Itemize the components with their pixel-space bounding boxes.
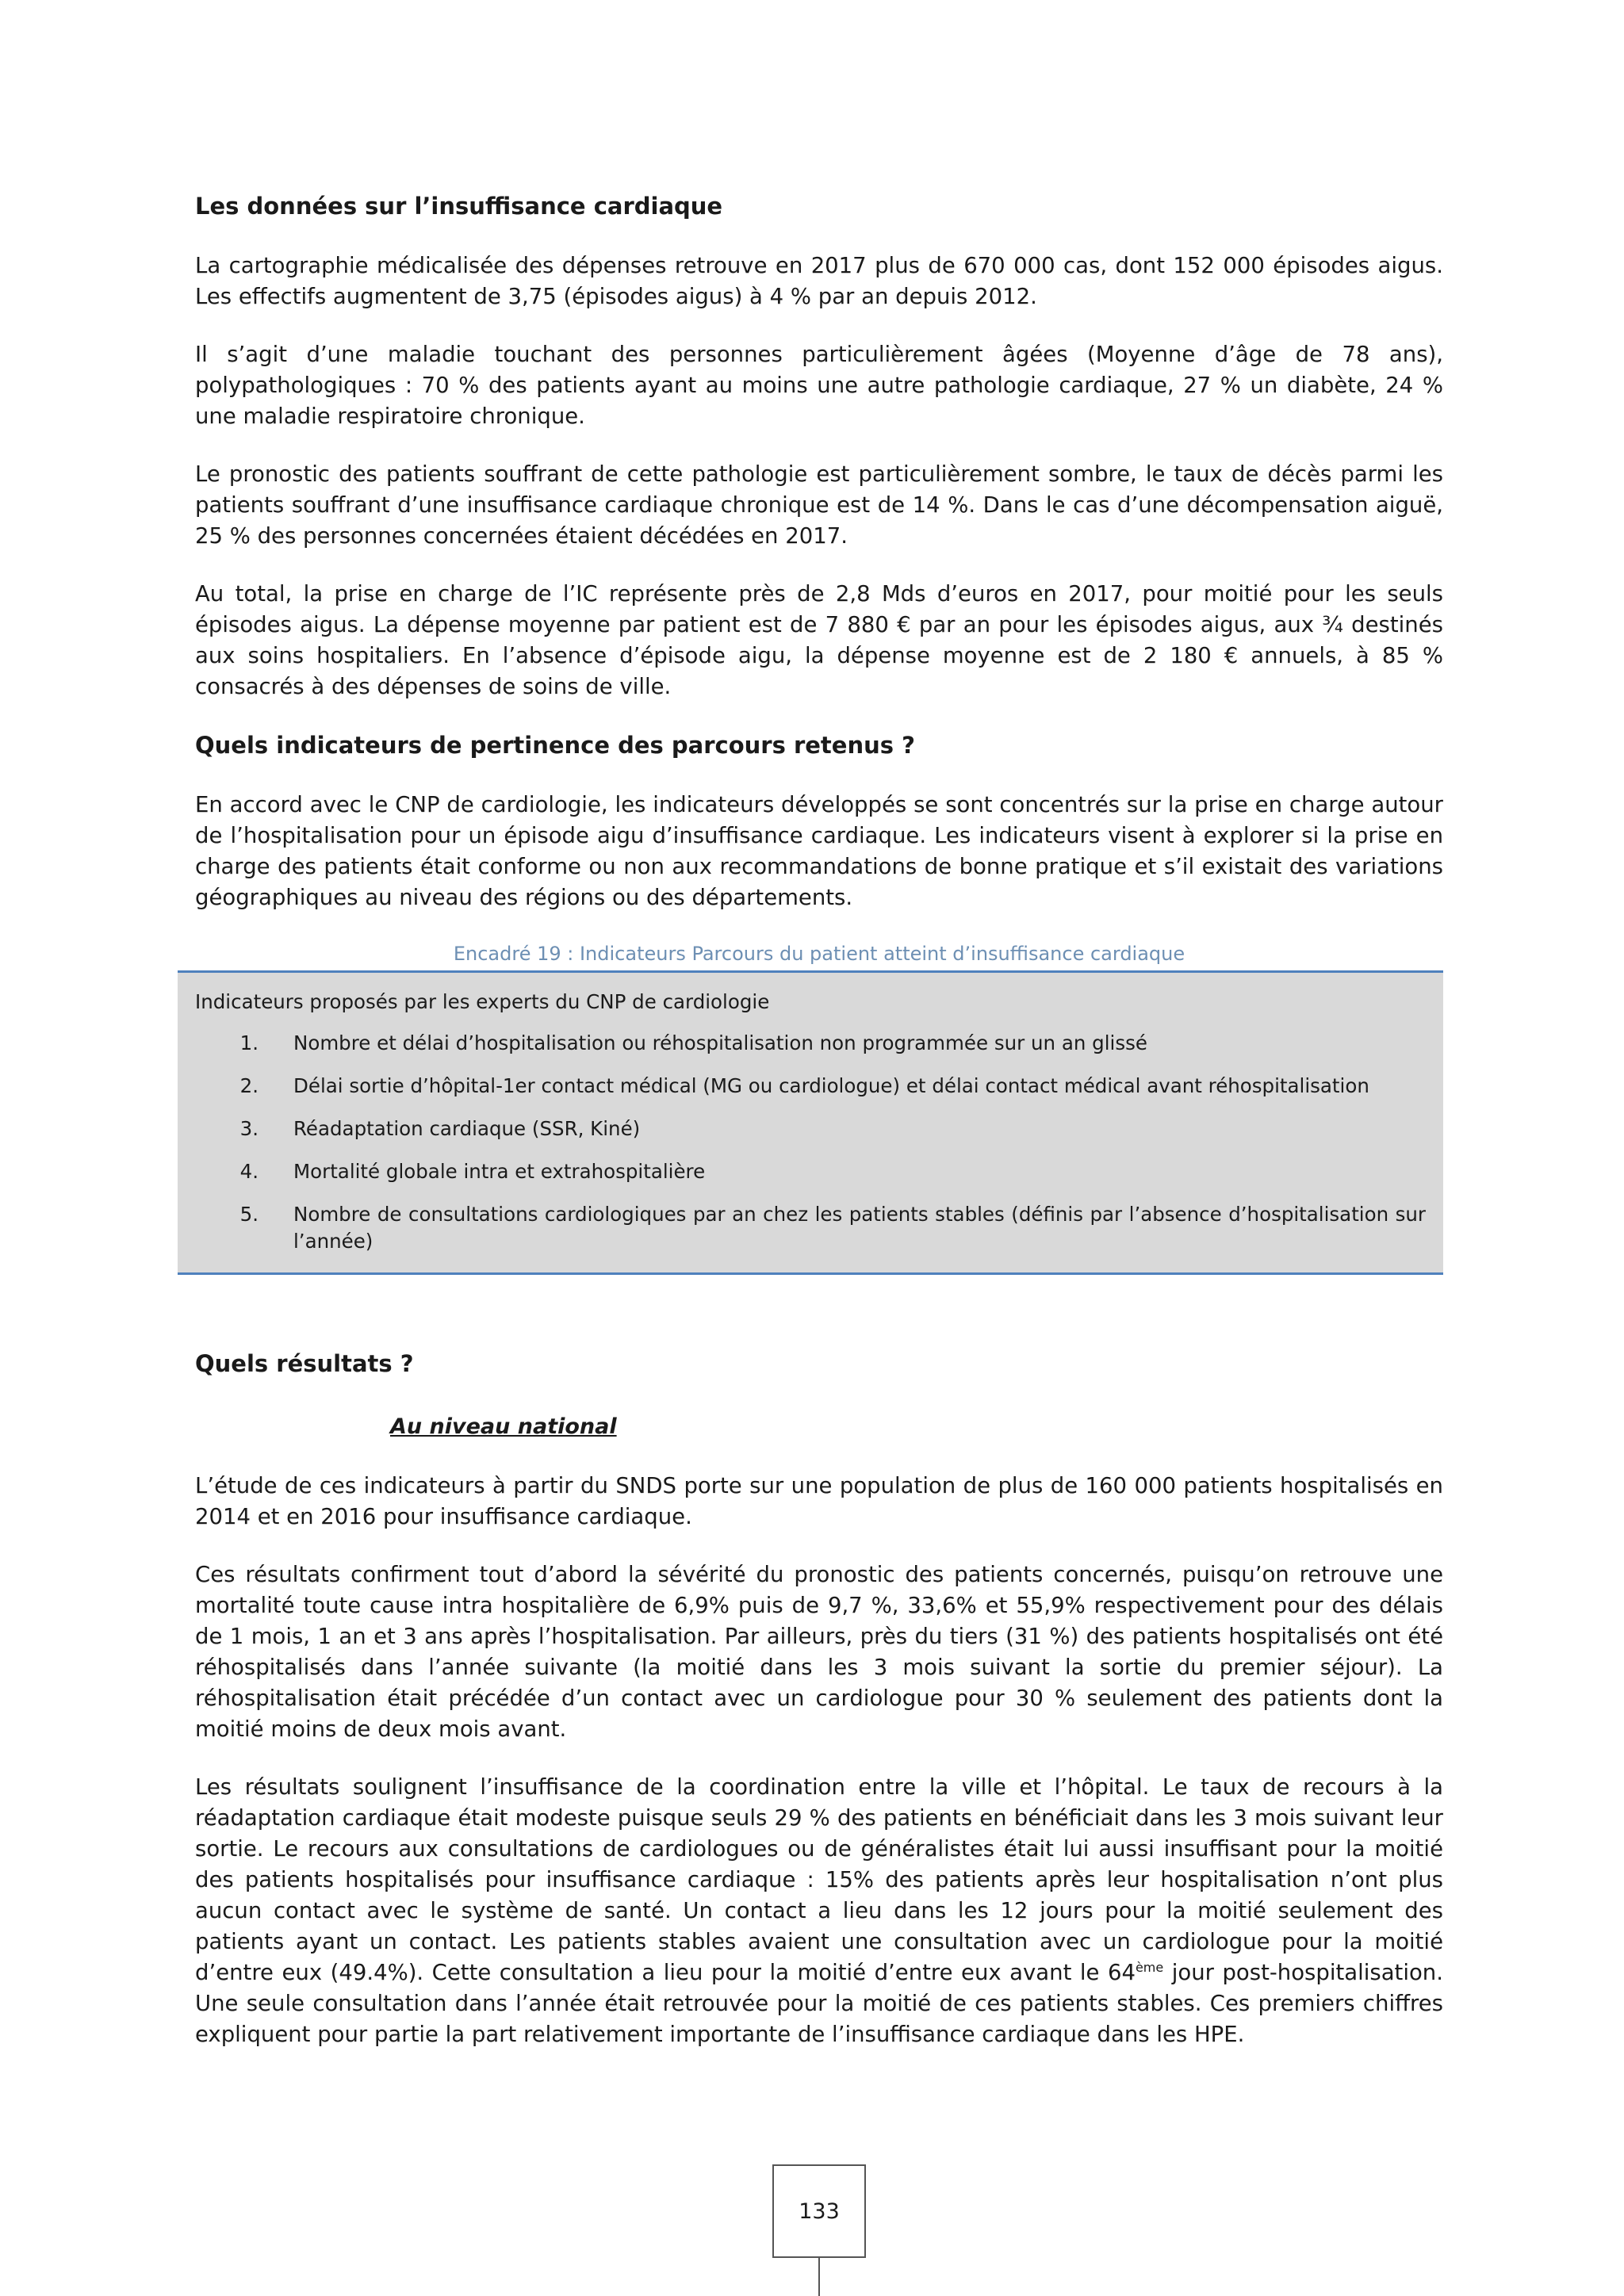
paragraph: En accord avec le CNP de cardiologie, les indicateurs développés se sont concentrés sur la prise en charge autour de l’hospitalisation pour un épisode aigu d’insuffisance cardiaque. Les indicateurs visent à explorer si la prise en charge des patients était conforme ou non aux recommandations de bonne pratique et s’il existait des variations géographiques au niveau des régions ou des départements.: [195, 792, 1443, 910]
page-number-line: [818, 2258, 820, 2296]
box-intro: Indicateurs proposés par les experts du CNP de cardiologie: [195, 990, 770, 1013]
list-item: [195, 1201, 1427, 1255]
indicator-list: [195, 1030, 1427, 1255]
page-number-box: [772, 2164, 866, 2258]
section-title-heart-failure-data: Les données sur l’insuffisance cardiaque: [195, 193, 723, 220]
subsection-title-national: Au niveau national: [390, 1414, 617, 1439]
paragraph: Ces résultats confirment tout d’abord la sévérité du pronostic des patients concernés, puisqu’on retrouve une mortalité toute cause intra hospitalière de 6,9% puis de 9,7 %, 33,6% et 55,9% respectivement pour des délais de 1 mois, 1 an et 3 ans après l’hospitalisation. Par ailleurs, près du tiers (31 %) des patients hospitalisés ont été réhospitalisés dans l’année suivante (la moitié dans les 3 mois suivant la sortie du premier séjour). La réhospitalisation était précédée d’un contact avec un cardiologue pour 30 % seulement des patients dont la moitié moins de deux mois avant.: [195, 1562, 1443, 1742]
item-text: Réadaptation cardiaque (SSR, Kiné): [293, 1117, 641, 1140]
item-text: Nombre et délai d’hospitalisation ou réhospitalisation non programmée sur un an glissé: [293, 1031, 1147, 1054]
paragraph: L’étude de ces indicateurs à partir du SNDS porte sur une population de plus de 160 000 patients hospitalisés en 2014 et en 2016 pour insuffisance cardiaque.: [195, 1473, 1443, 1529]
item-text: Mortalité globale intra et extrahospitalière: [293, 1160, 706, 1183]
paragraph: Il s’agit d’une maladie touchant des personnes particulièrement âgées (Moyenne d’âge de 78 ans), polypathologiques : 70 % des patients ayant au moins une autre pathologie cardiaque, 27 % un diabète, 24 % une maladie respiratoire chronique.: [195, 342, 1443, 429]
box-caption: Encadré 19 : Indicateurs Parcours du patient atteint d’insuffisance cardiaque: [453, 943, 1185, 965]
paragraph: [195, 1772, 1443, 2050]
paragraph: Le pronostic des patients souffrant de cette pathologie est particulièrement sombre, le taux de décès parmi les patients souffrant d’une insuffisance cardiaque chronique est de 14 %. Dans le cas d’une décompensation aiguë, 25 % des personnes concernées étaient décédées en 2017.: [195, 461, 1443, 549]
list-item: [195, 1158, 1427, 1185]
item-number: 5.: [239, 1203, 259, 1226]
paragraph: Au total, la prise en charge de l’IC représente près de 2,8 Mds d’euros en 2017, pour moitié pour les seuls épisodes aigus. La dépense moyenne par patient est de 7 880 € par an pour les épisodes aigus, aux ¾ destinés aux soins hospitaliers. En l’absence d’épisode aigu, la dépense moyenne est de 2 180 € annuels, à 85 % consacrés à des dépenses de soins de ville.: [195, 581, 1443, 699]
list-item: [195, 1115, 1427, 1142]
item-number: 1.: [239, 1031, 259, 1054]
list-item: [195, 1073, 1427, 1100]
list-item: [195, 1030, 1427, 1057]
page-number: 133: [799, 2198, 840, 2224]
item-number: 2.: [239, 1074, 259, 1097]
item-number: 3.: [239, 1117, 259, 1140]
item-number: 4.: [239, 1160, 259, 1183]
item-text: Nombre de consultations cardiologiques par an chez les patients stables (définis par l’absence d’hospitalisation sur l’année): [293, 1203, 1426, 1253]
superscript: ème: [1135, 1959, 1164, 1975]
item-text: Délai sortie d’hôpital-1er contact médical (MG ou cardiologue) et délai contact médical avant réhospitalisation: [293, 1074, 1369, 1097]
document-body: [195, 190, 1443, 2077]
indicator-box: [178, 970, 1443, 1275]
section-title-results: Quels résultats ?: [195, 1350, 414, 1377]
section-title-indicators: Quels indicateurs de pertinence des parcours retenus ?: [195, 732, 915, 759]
paragraph-part: jour post-hospitalisation. Une seule consultation dans l’année était retrouvée pour la moitié de ces patients stables. Ces premiers chiffres expliquent pour partie la part relativement importante de l’insuffisance cardiaque dans les HPE.: [195, 1960, 1443, 2047]
paragraph: La cartographie médicalisée des dépenses retrouve en 2017 plus de 670 000 cas, dont 152 000 épisodes aigus. Les effectifs augmentent de 3,75 (épisodes aigus) à 4 % par an depuis 2012.: [195, 253, 1443, 309]
paragraph-part: Les résultats soulignent l’insuffisance de la coordination entre la ville et l’hôpital. Le taux de recours à la réadaptation cardiaque était modeste puisque seuls 29 % des patients en bénéficiait dans les 3 mois suivant leur sortie. Le recours aux consultations de cardiologues ou de généralistes était lui aussi insuffisant pour la moitié des patients hospitalisés pour insuffisance cardiaque : 15% des patients après leur hospitalisation n’ont plus aucun contact avec le système de santé. Un contact a lieu dans les 12 jours pour la moitié seulement des patients ayant un contact. Les patients stables avaient une consultation avec un cardiologue pour la moitié d’entre eux (49.4%). Cette consultation a lieu pour la moitié d’entre eux avant le 64: [195, 1774, 1443, 1985]
